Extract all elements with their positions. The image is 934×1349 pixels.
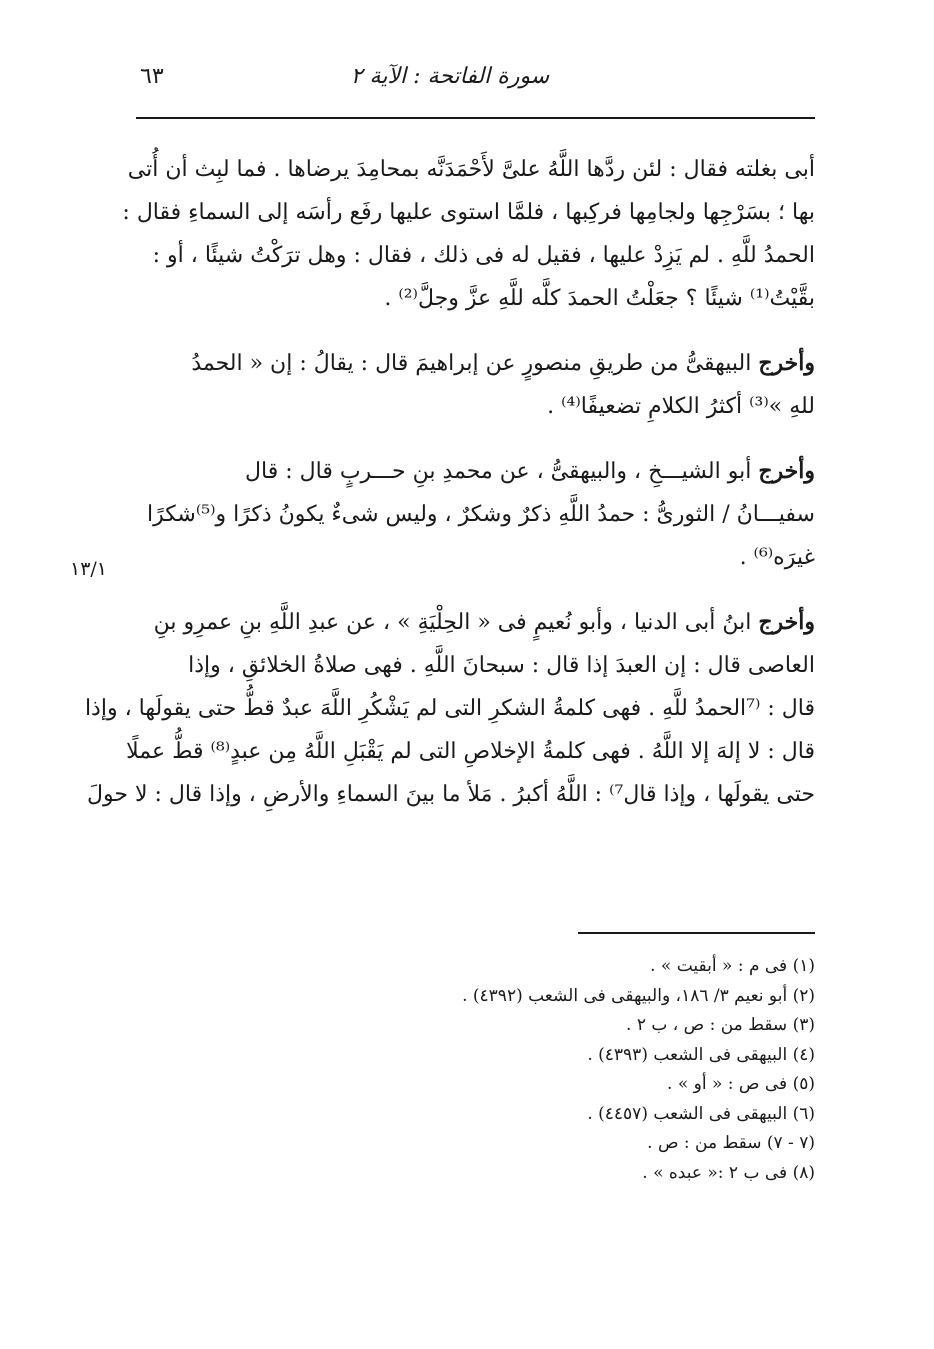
footnote: (٥) فى ص : « أو » .: [667, 1074, 815, 1094]
text-line: بها ؛ بسَرْجِها ولجامِها فركِبها ، فلمَّا استوى عليها رفَع رأسَه إلى السماءِ فقال :: [122, 200, 815, 225]
text-line: أبى بغلته فقال : لئن ردَّها اللَّهُ علىَّ لأَحْمَدَنَّه بمحامِدَ يرضاها . فما لبِث أن أُتى: [127, 157, 815, 182]
footnote: (٢) أبو نعيم ٣/ ١٨٦، والبيهقى فى الشعب (٤٣٩٢) .: [462, 985, 815, 1006]
footnote: (٦) البيهقى فى الشعب (٤٤٥٧) .: [587, 1103, 815, 1124]
paragraph: [122, 148, 815, 320]
text-line: [136, 601, 815, 644]
paragraph-lead: وأخرج: [758, 350, 815, 376]
paragraph: [136, 450, 815, 579]
text-line: [136, 342, 815, 385]
text-line-rest: البيهقىُّ من طريقِ منصورٍ عن إبراهيمَ قال : يقالُ : إن « الحمدُ: [191, 351, 752, 376]
paragraph: [84, 601, 815, 816]
text-line: قال : ⁽⁷الحمدُ للَّهِ . فهى كلمةُ الشكرِ التى لم يَشْكُرِ اللَّهَ عبدٌ قطُّ حتى يقولَها ، وإذا: [84, 696, 815, 721]
text-line: سفيـــانُ / الثورىُّ : حمدُ اللَّهِ ذكرٌ وشكرٌ ، وليس شىءٌ يكونُ ذكرًا و⁽⁵⁾شكرًا: [147, 502, 815, 527]
text-line: قال : لا إلهَ إلا اللَّهُ . فهى كلمةُ الإخلاصِ التى لم يَقْبَلِ اللَّهُ مِن عبدٍ⁽⁸⁾ قطُّ عملًا: [126, 739, 815, 764]
text-line-rest: ابنُ أبى الدنيا ، وأبو نُعيمٍ فى « الحِلْيَةِ » ، عن عبدِ اللَّهِ بنِ عمرِو بنِ: [153, 610, 752, 635]
text-line: حتى يقولَها ، وإذا قال⁷⁾ : اللَّهُ أكبرُ . مَلأ ما بينَ السماءِ والأرضِ ، وإذا قال : لا حولَ: [87, 782, 815, 807]
paragraph-lead: وأخرج: [758, 458, 815, 484]
header-rule: [136, 117, 815, 119]
footnote: (٣) سقط من : ص ، ب ٢ .: [626, 1015, 815, 1035]
text-line: للهِ »⁽³⁾ أكثرُ الكلامِ تضعيفًا⁽⁴⁾ .: [547, 394, 815, 419]
text-line-rest: أبو الشيـــخِ ، والبيهقىُّ ، عن محمدِ بنِ حـــربٍ قال : قال: [245, 459, 752, 484]
running-title: سورة الفاتحة : الآية ٢: [350, 64, 550, 89]
text-line: [136, 450, 815, 493]
page-number: ٦٣: [140, 64, 164, 89]
text-line: العاصى قال : إن العبدَ إذا قال : سبحانَ اللَّهِ . فهى صلاةُ الخلائقِ ، وإذا: [188, 653, 815, 678]
margin-reference: ١٣/١: [70, 558, 108, 580]
footnote: (٧ - ٧) سقط من : ص .: [647, 1133, 815, 1153]
text-line: غيرَه⁽⁶⁾ .: [739, 545, 815, 570]
footnote: (٨) فى ب ٢ :« عبده » .: [642, 1162, 815, 1183]
footnote-rule: [578, 932, 815, 934]
footnotes: [420, 952, 815, 1188]
footnote: (١) فى م : « أبقيت » .: [650, 956, 815, 976]
text-line: بقَّيْتُ⁽¹⁾ شيئًا ؟ جعَلْتُ الحمدَ كلَّه للَّهِ عزَّ وجلَّ⁽²⁾ .: [384, 286, 815, 311]
paragraph: [136, 342, 815, 428]
paragraph-lead: وأخرج: [758, 609, 815, 635]
text-line: الحمدُ للَّهِ . لم يَزِدْ عليها ، فقيل له فى ذلك ، فقال : وهل ترَكْتُ شيئًا ، أو :: [152, 243, 815, 268]
footnote: (٤) البيهقى فى الشعب (٤٣٩٣) .: [587, 1044, 815, 1065]
